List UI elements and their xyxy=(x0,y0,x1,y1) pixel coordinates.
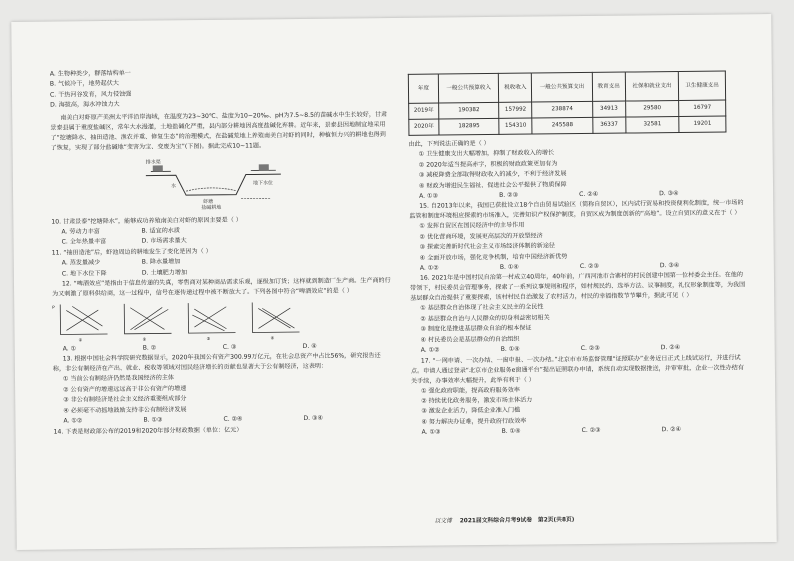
table-cell: 238874 xyxy=(532,101,592,118)
table-cell: 154310 xyxy=(499,118,532,134)
table-cell: 29580 xyxy=(625,101,679,118)
label-drain: 排水渠 xyxy=(145,159,161,166)
q14-item-1: ① 卫生健康支出大幅增加，抑制了财政收入的增长 xyxy=(418,149,555,159)
exam-sheet xyxy=(11,14,776,550)
q13-item-4: ④ 必须毫不动摇地鼓励支持非公有制经济发展 xyxy=(63,405,187,415)
q17-item-4: ④ 努力解决办证难，提升政府行政效率 xyxy=(421,417,527,426)
q11-option-d: D. 土壤肥力增加 xyxy=(141,268,188,277)
shrimp-pond-diagram xyxy=(51,153,392,213)
q12-option-b: B. ② xyxy=(142,344,157,352)
g1-caption: ① xyxy=(78,337,83,343)
q11-option-b: B. 降水量增加 xyxy=(141,258,181,266)
q16-option-a: A. ①② xyxy=(420,346,440,354)
q17-option-c: C. ②③ xyxy=(581,426,601,435)
question-13: 13. 根据中国社会科学院研究数据显示，2020年我国公有资产300.99万亿元，在社会总资产中占比56%，研究报告还称，非公有制经济在产出、就业、税收等领域对国民经济增长的贡献也显著大于公有制经济，这表明： xyxy=(52,352,381,374)
g2-caption: ② xyxy=(142,336,147,342)
supply-demand-graph-1 xyxy=(52,302,110,343)
q17-item-3: ③ 激发企业活力，降低企业准入门槛 xyxy=(421,406,521,416)
q13-item-3: ③ 非公有制经济是社会主义经济重要组成部分 xyxy=(63,395,187,404)
table-header-cell: 年度 xyxy=(408,74,438,103)
question-14: 14. 下表是财政部公布的2019和2020年部分财政数据（单位：亿元） xyxy=(53,426,243,436)
table-header-cell: 卫生健康支出 xyxy=(679,71,726,100)
q13-item-1: ① 当前公有制经济仍然是我国经济的主体 xyxy=(62,374,175,383)
q14-item-2: ② 2020年适当提高赤字，积极的财政政策更加有为 xyxy=(418,160,558,169)
q15-option-a: A. ①② xyxy=(419,264,439,272)
q12-option-a: A. ① xyxy=(62,345,77,353)
q14-option-d: D. ③④ xyxy=(659,190,679,198)
table-cell: 157992 xyxy=(499,102,532,118)
q16-option-d: D. ②④ xyxy=(660,344,681,352)
q16-option-b: B. ①④ xyxy=(500,345,520,353)
footer-text: 2021届文科综合月考9试卷 第2页(共8页) xyxy=(459,517,575,525)
pre-option-a: A. 生物种类少，群落结构单一 xyxy=(49,69,131,78)
table-cell: 36337 xyxy=(592,117,625,133)
q13-option-a: A. ①② xyxy=(63,417,83,425)
label-soil: 盐碱耕地 xyxy=(201,204,222,211)
table-cell: 32581 xyxy=(626,117,680,134)
q11-option-c: C. 地下水位下降 xyxy=(61,269,107,278)
table-header-cell: 一般公共预算收入 xyxy=(438,73,499,103)
q15-item-3: ③ 探索完善新时代社会主义市场经济体制的新途径 xyxy=(419,242,556,251)
q16-item-4: ④ 村民委员会是基层群众的自治组织 xyxy=(420,335,520,344)
passage-text: 南美白对虾原产美洲太平洋沿岸海域，在温度为23~30℃、盐度为10~20‰、pH为7.5~8.5的苗碱水中生长较好，甘肃景泰县属于重度盐碱区，常年大水漫灌，土地盐碱化严重，县内部分耕地因高度盐碱化弃耕。近年来，景泰县因地制宜地采用了“挖塘降水、抽田造池、渔农并重、修复生态”的治理模式，在盐碱荒地上养殖南美白对虾的同时，种植恒力兴的耕地也得到了恢复，实现了部分盐碱地“变害为宝、变废为宝”(下图)。据此完成10~11题。 xyxy=(50,110,388,152)
table-cell: 2020年 xyxy=(409,119,439,135)
g3-caption: ③ xyxy=(206,335,211,342)
q17-item-2: ② 持续优化政务服务，激发市场主体活力 xyxy=(421,396,533,405)
q14-option-a: A. ①③ xyxy=(419,192,439,200)
q15-option-d: D. ③④ xyxy=(659,262,680,270)
g4-caption: ④ xyxy=(270,335,275,341)
table-header-cell: 社保和就业支出 xyxy=(625,72,679,102)
label-water: 水 xyxy=(170,182,177,189)
q14-lead: 由此，下列说法正确的是（ ） xyxy=(408,139,490,148)
question-11: 11. “抽田造池”后，虾池周边的耕地发生了变化是因为（ ） xyxy=(51,247,212,257)
q13-option-b: B. ①③ xyxy=(143,416,163,424)
supply-demand-graph-3 xyxy=(180,301,238,342)
label-pond: 虾塘 xyxy=(203,198,214,205)
supply-demand-graph-2 xyxy=(116,301,174,342)
g1-price-label: P xyxy=(52,304,55,310)
supply-demand-graph-4 xyxy=(244,300,302,341)
table-header-cell: 税收收入 xyxy=(499,73,532,102)
q15-item-4: ④ 全面开放市场，强化竞争机制，培育中国经济新优势 xyxy=(419,252,568,262)
table-header-cell: 教育支出 xyxy=(592,72,625,101)
label-water-table: 地下水位 xyxy=(252,179,274,187)
question-17: 17. “一网申请、一次办结、一窗申报、一次办结。”北京市市场监督管理“证照联办”业务近日正式上线试运行，并进行试点。申请人通过登录“北京市企业服务e窗通平台”提出证照联办申请，系统自动实现数据推送，并审审批，企业一次性办结有关手续，办事效率大幅提升，此举有利于（ ） xyxy=(410,353,744,385)
q16-item-3: ③ 制度化是推进基层群众自治的根本保证 xyxy=(420,324,532,334)
q13-option-d: D. ③④ xyxy=(303,414,323,423)
q10-option-b: B. 适宜的水质 xyxy=(141,227,181,235)
q17-options xyxy=(412,424,748,438)
q12-graphs xyxy=(52,299,392,343)
table-cell: 190382 xyxy=(439,102,499,119)
q15-item-1: ① 发挥自贸区在国民经济中的主导作用 xyxy=(419,222,525,231)
table-header-row xyxy=(408,71,725,103)
table-cell: 19201 xyxy=(679,116,726,132)
q13-option-c: C. ②④ xyxy=(223,415,243,423)
table-header-cell: 一般公共预算支出 xyxy=(532,72,593,102)
q13-item-2: ② 公有资产的增速远远高于非公有资产的增速 xyxy=(63,385,187,394)
q15-option-b: B. ①④ xyxy=(499,263,519,271)
q10-option-c: C. 全年热量丰富 xyxy=(61,238,107,246)
q15-item-2: ② 优化营商环境，发展更高层次的开放型经济 xyxy=(419,232,543,241)
q16-option-c: C. ②③ xyxy=(580,344,600,353)
footer-stamp: 以文博 xyxy=(434,518,452,525)
left-column xyxy=(50,66,394,437)
question-10: 10. 甘肃景泰“挖塘降水”，能够成功养殖南美白对虾的原因主要是（ ） xyxy=(51,216,242,226)
q12-option-d: D. ④ xyxy=(302,342,317,351)
q17-option-b: B. ①④ xyxy=(501,427,521,436)
finance-table xyxy=(408,71,727,136)
q15-option-c: C. ②③ xyxy=(579,262,599,271)
q16-item-2: ② 基层群众自治与人民群众的切身利益密切相关 xyxy=(420,314,550,323)
q12-option-c: C. ③ xyxy=(222,343,237,351)
q14-option-b: B. ②③ xyxy=(499,191,519,199)
q10-option-d: D. 市场需求量大 xyxy=(141,237,187,246)
right-column xyxy=(408,70,748,438)
table-cell: 34913 xyxy=(592,101,625,117)
table-row xyxy=(409,116,726,135)
q14-item-3: ③ 减税降费全部取得财政收入的减少，不利于经济发展 xyxy=(418,170,567,179)
question-12: 12. “啤酒效应”是指由于信息传递的失真，零售商对某种商品需求乐观，逐级加订货；这样就到制造厂生产商。生产商的行为又刺激了原料供给商，这一过程中，信号在逐传递过程中被不断放大了。下列各图中符合“啤酒效应”的是（ ） xyxy=(52,277,391,298)
pre-option-c: C. 干热河谷发育，风力侵蚀强 xyxy=(49,90,132,99)
question-16: 16. 2021年是中国村民自治第一村成立40周年，40年前，广西河池市合寨村的村民创建中国第一位村委会主任。在他的带领下，村民委员会管理事务，探索了一系列议事规则和程序，如村规民约、选举方法、议事制度，礼仪形象制度等，为我国基层群众自治提供了重要探索，该村村民自治激发了农村活力，村民的幸福指数节节攀升，据此可见（ ） xyxy=(410,271,746,303)
pre-option-b: B. 气候冷干，地势起伏大 xyxy=(49,80,119,88)
table-cell: 245588 xyxy=(532,117,592,134)
pond-diagram-svg xyxy=(141,154,292,212)
table-cell: 2019年 xyxy=(409,103,439,119)
table-cell: 16797 xyxy=(679,100,726,116)
q14-option-c: C. ②④ xyxy=(579,190,599,199)
q16-item-1: ① 基层群众自治体现了社会主义民主的全民性 xyxy=(420,303,544,313)
q14-item-4: ④ 财政为增进民生福祉、促进社会公平提供了物质保障 xyxy=(418,180,567,190)
q17-item-1: ① 强化政府职能，提高政府服务效率 xyxy=(421,386,520,395)
pre-option-d: D. 海拔高，海水冲蚀力大 xyxy=(50,101,120,109)
q11-option-a: A. 蒸发量减少 xyxy=(61,259,101,267)
table-cell: 182895 xyxy=(439,118,499,135)
question-15: 15. 自2013年以来，我国已获批设立18个自由贸易试验区（简称自贸区），区内试行贸易和投资便利化制度，统一市场的监管和制度环境相应探索的市场准入，完善知识产权保护制度，自贸区成为制度创新的“高地”。设立自贸区的意义在于（ ） xyxy=(409,199,744,221)
q10-option-a: A. 劳动力丰富 xyxy=(61,228,100,236)
page-footer xyxy=(434,514,574,524)
q17-option-d: D. ②④ xyxy=(661,426,682,434)
q17-option-a: A. ①③ xyxy=(421,428,441,436)
